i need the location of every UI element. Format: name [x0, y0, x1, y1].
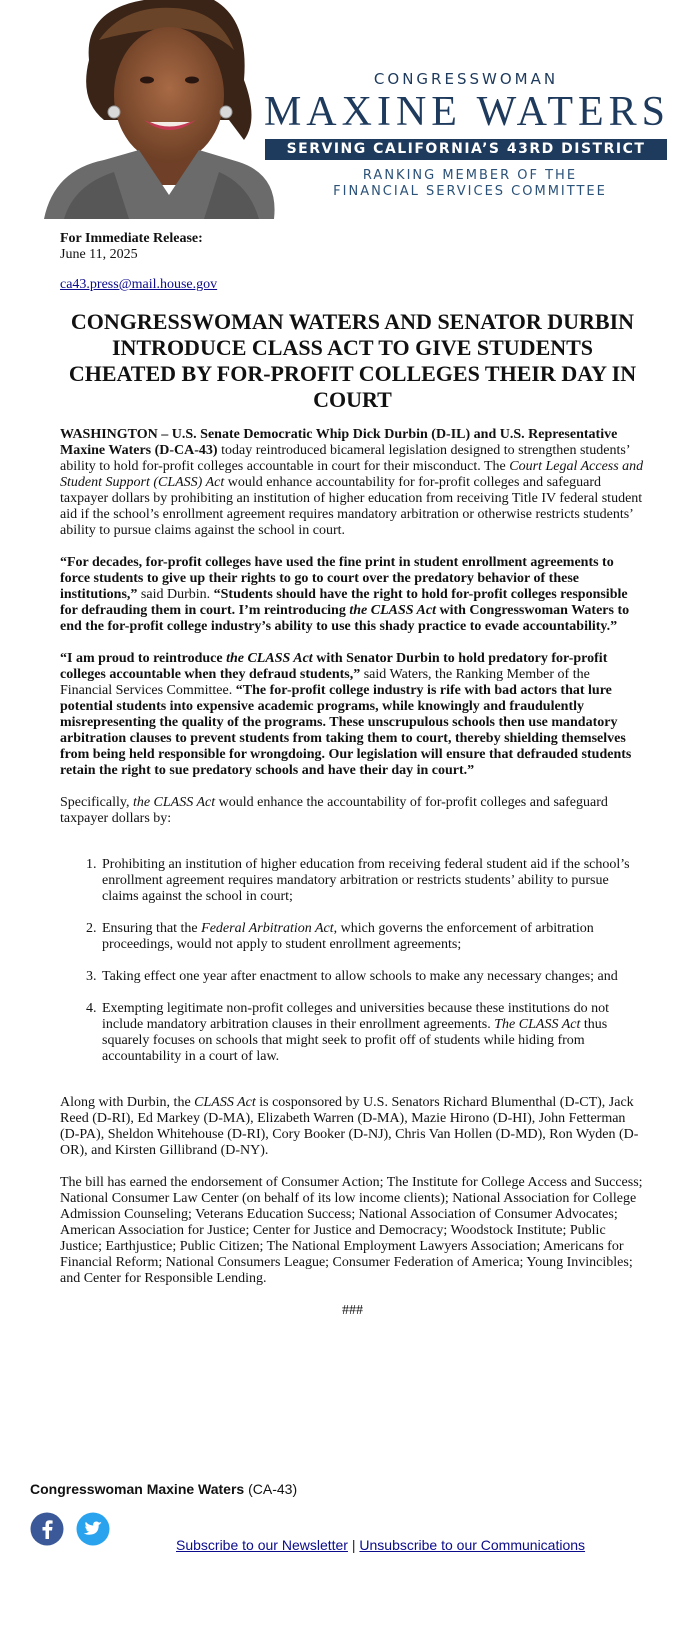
text: would enhance the accountability of for-profit colleges and safeguard taxpayer dollars by: — [60, 795, 608, 826]
act-name: The CLASS Act — [494, 1017, 581, 1032]
release-date: June 11, 2025 — [60, 247, 138, 262]
paragraph-endorsements: The bill has earned the endorsement of Consumer Action; The Institute for College Access and Success; National Consumer Law Center (on behalf of its low income clients); National Association for College Admission Counseling; Veterans Education Success; National Association of Consumer Advocates; American Association for Justice; Center for Justice and Democracy; Woodstock Institute; Public Justice; Earthjustice; Public Citizen; The National Employment Lawyers Association; Americans for Financial Reform; National Consumers League; Consumer Federation of America; Young Invincibles; and Center for Responsible Lending. — [60, 1175, 643, 1286]
release-label: For Immediate Release: — [60, 231, 203, 246]
banner-ranking-line2: FINANCIAL SERVICES COMMITTEE — [333, 184, 607, 199]
act-name: the CLASS Act — [349, 603, 436, 618]
text: thus squarely focuses on schools that might seek to profit off of students while hiding from accountability in a court of law. — [102, 1017, 608, 1064]
paragraph-waters-quote — [60, 651, 645, 779]
quote: “I am proud to reintroduce — [60, 651, 227, 666]
social-links — [30, 1512, 118, 1551]
paragraph-intro — [60, 427, 645, 539]
footer-separator: | — [347, 1537, 360, 1553]
quote: “Students should have the right to hold for-profit colleges responsible for defrauding them in court. I’m reintroducing — [60, 587, 628, 618]
text: Ensuring that the — [102, 921, 202, 936]
provisions-list — [60, 857, 645, 1065]
banner-district: SERVING CALIFORNIA’S 43RD DISTRICT — [265, 139, 667, 160]
act-name: Court Legal Access and Student Support (CLASS) Act — [60, 459, 644, 490]
footer-title — [30, 1481, 297, 1497]
attribution: said Durbin. — [137, 587, 214, 602]
banner-congresswoman: CONGRESSWOMAN — [373, 70, 559, 88]
text: Along with Durbin, the — [60, 1095, 195, 1110]
act-name: the CLASS Act — [226, 651, 313, 666]
portrait-photo — [44, 0, 284, 219]
footer-district: (CA-43) — [244, 1481, 298, 1497]
headline: CONGRESSWOMAN WATERS AND SENATOR DURBIN INTRODUCE CLASS ACT TO GIVE STUDENTS CHEATED BY FOR-PROFIT COLLEGES THEIR DAY IN COURT — [68, 309, 637, 412]
facebook-icon[interactable] — [30, 1512, 64, 1551]
text: Exempting legitimate non-profit colleges and universities because these institutions do not include mandatory arbitration clauses in their enrollment agreements. — [102, 1001, 610, 1032]
list-item: 1. Prohibiting an institution of higher education from receiving federal student aid if the school’s enrollment agreement requires mandatory arbitration or restricts students’ ability to pursue claims against the school in court; — [100, 857, 645, 905]
unsubscribe-link[interactable]: Unsubscribe to our Communications — [359, 1537, 586, 1553]
subscribe-link[interactable]: Subscribe to our Newsletter — [176, 1537, 348, 1553]
paragraph-durbin-quote — [60, 555, 645, 635]
text: today reintroduced bicameral legislation designed to strengthen students’ ability to hold for-profit colleges accountable in court for their misconduct. The — [60, 443, 630, 474]
text: , which governs the enforcement of arbitration proceedings, would not apply to student enrollment agreements; — [102, 921, 594, 952]
footer-name: Congresswoman Maxine Waters — [30, 1481, 245, 1497]
quote: with Congresswoman Waters to end the for-profit college industry’s ability to use this shady practice to evade accountability.” — [60, 603, 630, 634]
list-item — [100, 921, 645, 953]
banner-ranking — [270, 168, 670, 200]
twitter-icon[interactable] — [76, 1512, 110, 1551]
footer-links — [176, 1537, 585, 1553]
paragraph-cosponsors — [60, 1095, 645, 1159]
header-banner — [0, 0, 700, 219]
text: Specifically, — [60, 795, 133, 810]
dateline: WASHINGTON – U.S. Senate Democratic Whip Dick Durbin (D-IL) and U.S. Representative Maxine Waters (D-CA-43) — [60, 427, 618, 458]
list-item — [100, 1001, 645, 1065]
quote: “The for-profit college industry is rife with bad actors that lure potential students into expensive academic programs, while knowingly and fraudulently misrepresenting the quality of the programs. These unscrupulous schools then use mandatory arbitration clauses to prevent students from taking them to court, thereby shielding themselves from being held responsible for wrongdoing. Our legislation will ensure that defrauded students retain the right to sue predatory schools and have their day in court.” — [60, 683, 632, 778]
paragraph-specifically — [60, 795, 645, 827]
act-name: Federal Arbitration Act — [201, 921, 334, 936]
act-name: the CLASS Act — [132, 795, 216, 810]
quote: “For decades, for-profit colleges have used the fine print in student enrollment agreements to force students to give up their rights to go to court over the predatory behavior of these institutions,” — [60, 555, 614, 602]
attribution: said Waters, the Ranking Member of the Financial Services Committee. — [60, 667, 590, 698]
text: would enhance accountability for for-profit colleges and safeguard taxpayer dollars by prohibiting an institution of higher education from receiving Title IV federal student aid if the school’s enrollment agreement requires mandatory arbitration or otherwise restricts students’ ability to pursue claims against the school in court. — [60, 475, 643, 538]
banner-ranking-line1: RANKING MEMBER OF THE — [362, 168, 578, 183]
text: is cosponsored by U.S. Senators Richard Blumenthal (D-CT), Jack Reed (D-RI), Ed Markey (D-MA), Elizabeth Warren (D-MA), Mazie Hirono (D-HI), John Fetterman (D-PA), Sheldon Whitehouse (D-RI), Cory Booker (D-NJ), Chris Van Hollen (D-MD), Ron Wyden (D-OR), and Kirsten Gillibrand (D-NY). — [60, 1095, 639, 1158]
end-mark: ### — [342, 1303, 363, 1318]
press-release-body — [60, 231, 645, 1319]
quote: with Senator Durbin to hold predatory for-profit colleges accountable when they defraud students,” — [60, 651, 608, 682]
press-email-link[interactable]: ca43.press@mail.house.gov — [60, 277, 218, 292]
act-name: CLASS Act — [194, 1095, 256, 1110]
banner-name: MAXINE WATERS — [263, 89, 671, 135]
list-item: 3. Taking effect one year after enactment to allow schools to make any necessary changes; and — [100, 969, 645, 985]
